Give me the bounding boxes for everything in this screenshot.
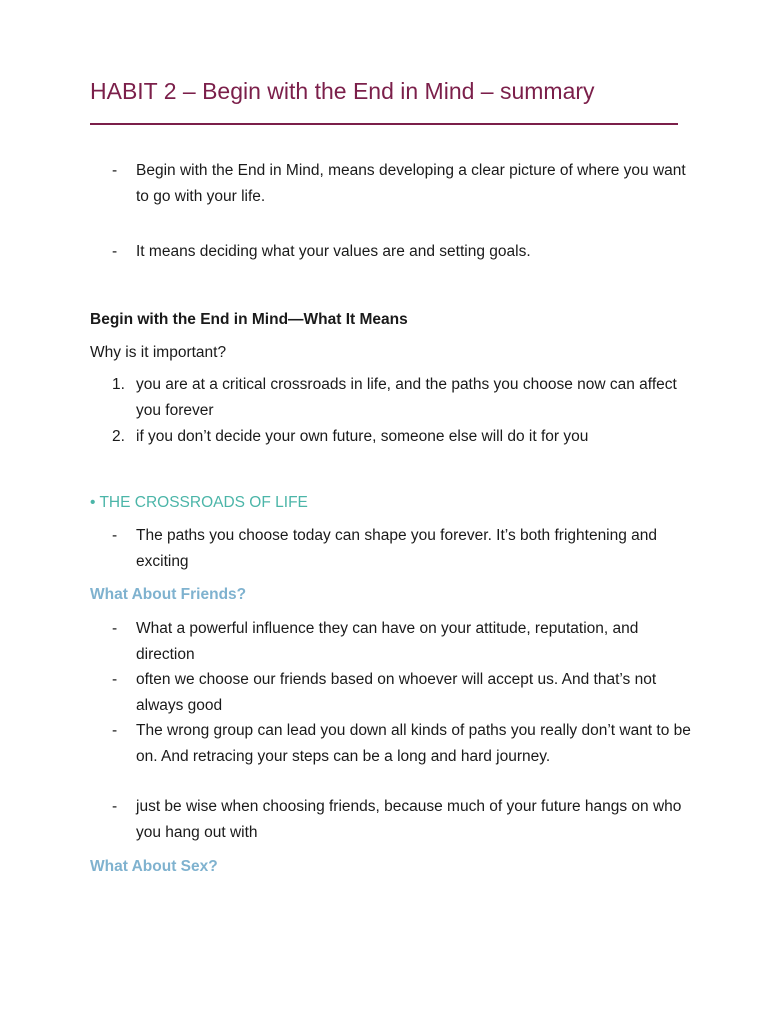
crossroads-heading: • THE CROSSROADS OF LIFE [90,494,308,511]
friends-item-1 [112,616,692,668]
friends-item-2 [112,667,692,719]
section-heading: Begin with the End in Mind—What It Means [90,311,408,328]
dash-marker: - [112,243,118,260]
dash-marker: - [112,527,118,544]
friends-item-text: What a powerful influence they can have on your attitude, reputation, and direction [136,620,639,663]
crossroads-item-1 [112,523,692,575]
dash-marker: - [112,798,118,815]
numbered-item-2 [112,424,692,450]
friends-item-text: often we choose our friends based on whoever will accept us. And that’s not always good [136,671,657,714]
friends-item-3 [112,718,692,770]
friends-heading: What About Friends? [90,586,247,603]
document-title: HABIT 2 – Begin with the End in Mind – summary [90,78,595,104]
friends-item-text: The wrong group can lead you down all kinds of paths you really don’t want to be on. And retracing your steps can be a long and hard journey. [136,722,691,765]
numbered-item-text: if you don’t decide your own future, someone else will do it for you [136,428,589,445]
dash-marker: - [112,671,118,688]
numbered-item-1 [112,372,692,424]
crossroads-item-text: The paths you choose today can shape you forever. It’s both frightening and exciting [136,527,658,570]
title-underline [90,123,678,125]
intro-item-1 [112,158,692,210]
intro-item-text: It means deciding what your values are and setting goals. [136,243,531,260]
friends-item-4 [112,794,692,846]
number-marker: 2. [112,428,125,445]
dash-marker: - [112,162,118,179]
intro-item-2 [112,239,692,265]
friends-item-text: just be wise when choosing friends, because much of your future hangs on who you hang out with [136,798,682,841]
number-marker: 1. [112,376,125,393]
numbered-item-text: you are at a critical crossroads in life, and the paths you choose now can affect you forever [136,376,677,419]
sex-heading: What About Sex? [90,858,218,875]
dash-marker: - [112,722,118,739]
intro-item-text: Begin with the End in Mind, means developing a clear picture of where you want to go with your life. [136,162,686,205]
dash-marker: - [112,620,118,637]
question-line: Why is it important? [90,344,227,361]
